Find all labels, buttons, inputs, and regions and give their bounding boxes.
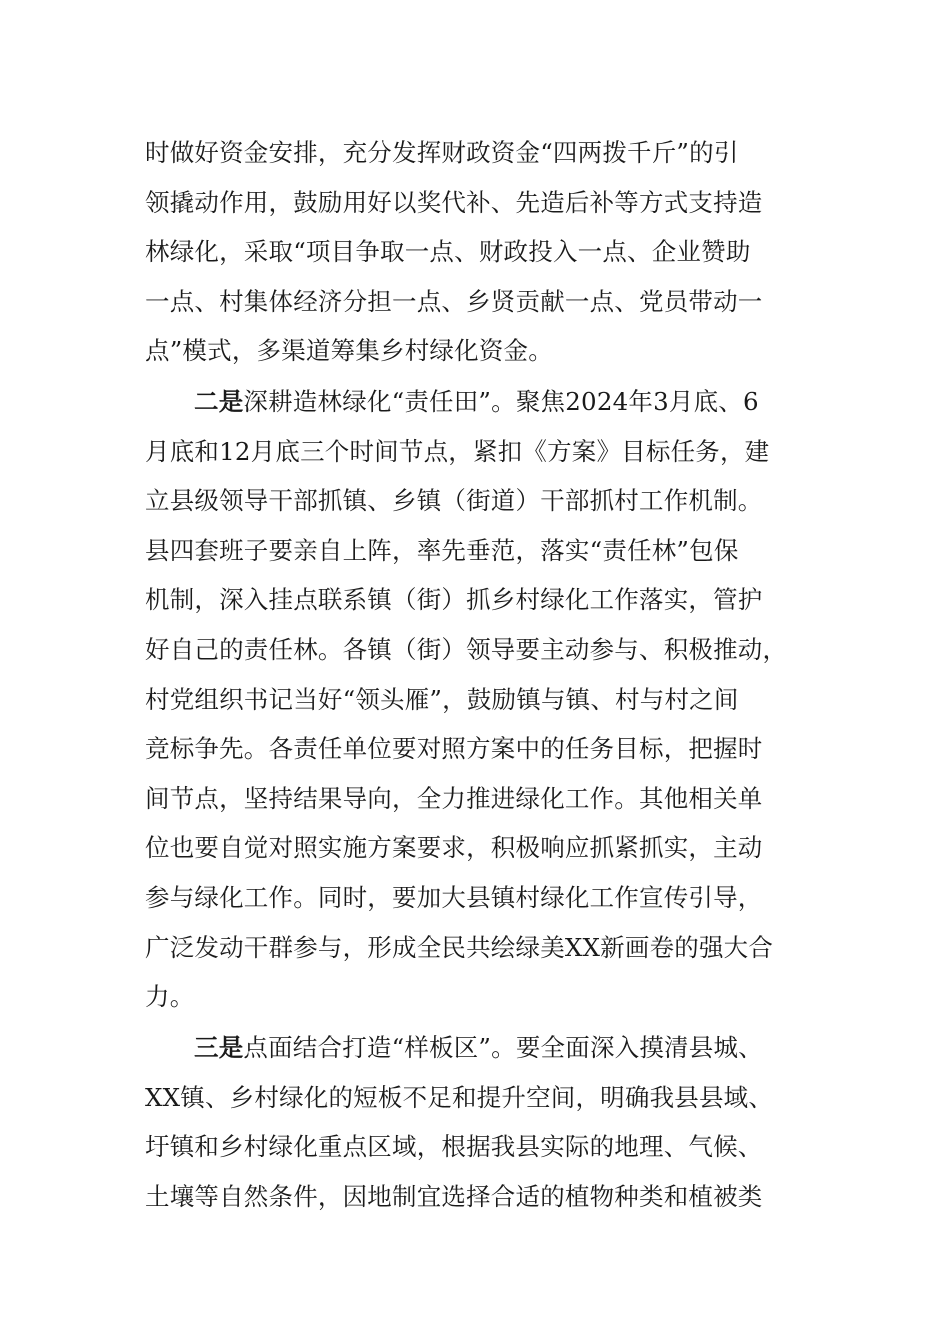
text-line: 圩镇和乡村绿化重点区域，根据我县实际的地理、气候、 [145, 1132, 763, 1162]
text-line: 位也要自觉对照实施方案要求，积极响应抓紧抓实，主动 [145, 833, 763, 863]
text-line: 林绿化，采取“项目争取一点、财政投入一点、企业赞助 [145, 237, 751, 267]
text-line: 好自己的责任林。各镇（街）领导要主动参与、积极推动， [145, 634, 788, 664]
paragraph-responsibility [145, 377, 800, 1022]
text-line [145, 1023, 800, 1073]
text-line: 参与绿化工作。同时，要加大县镇村绿化工作宣传引导， [145, 882, 763, 912]
text-line: 一点、村集体经济分担一点、乡贤贡献一点、党员带动一 [145, 286, 763, 316]
text-line: 间节点，坚持结果导向，全力推进绿化工作。其他相关单 [145, 783, 763, 813]
paragraph-first-line: 深耕造林绿化“责任田”。聚焦2024年3月底、6 [243, 387, 759, 416]
text-line: 时做好资金安排，充分发挥财政资金“四两拨千斤”的引 [145, 138, 739, 167]
text-line: 县四套班子要亲自上阵，率先垂范，落实“责任林”包保 [145, 535, 739, 565]
paragraph-funding [145, 128, 800, 376]
text-line: 点”模式，多渠道筹集乡村绿化资金。 [145, 336, 553, 366]
paragraph-model-area [145, 1023, 800, 1221]
text-line: 立县级领导干部抓镇、乡镇（街道）干部抓村工作机制。 [145, 486, 763, 516]
paragraph-lead: 二是 [194, 387, 244, 416]
text-line: 领撬动作用，鼓励用好以奖代补、先造后补等方式支持造 [145, 187, 763, 217]
paragraph-lead: 三是 [194, 1033, 244, 1062]
text-line: 竞标争先。各责任单位要对照方案中的任务目标，把握时 [145, 734, 763, 764]
text-line: 月底和12月底三个时间节点，紧扣《方案》目标任务，建 [145, 436, 770, 466]
text-line: 机制，深入挂点联系镇（街）抓乡村绿化工作落实，管护 [145, 585, 763, 615]
text-line: XX镇、乡村绿化的短板不足和提升空间，明确我县县域、 [145, 1082, 774, 1112]
paragraph-first-line: 点面结合打造“样板区”。要全面深入摸清县城、 [243, 1033, 763, 1062]
text-line [145, 377, 800, 427]
text-line: 广泛发动干群参与，形成全民共绘绿美XX新画卷的强大合 [145, 932, 774, 962]
text-line: 力。 [145, 982, 195, 1012]
text-line: 土壤等自然条件，因地制宜选择合适的植物种类和植被类 [145, 1181, 763, 1211]
text-line: 村党组织书记当好“领头雁”，鼓励镇与镇、村与村之间 [145, 684, 739, 714]
